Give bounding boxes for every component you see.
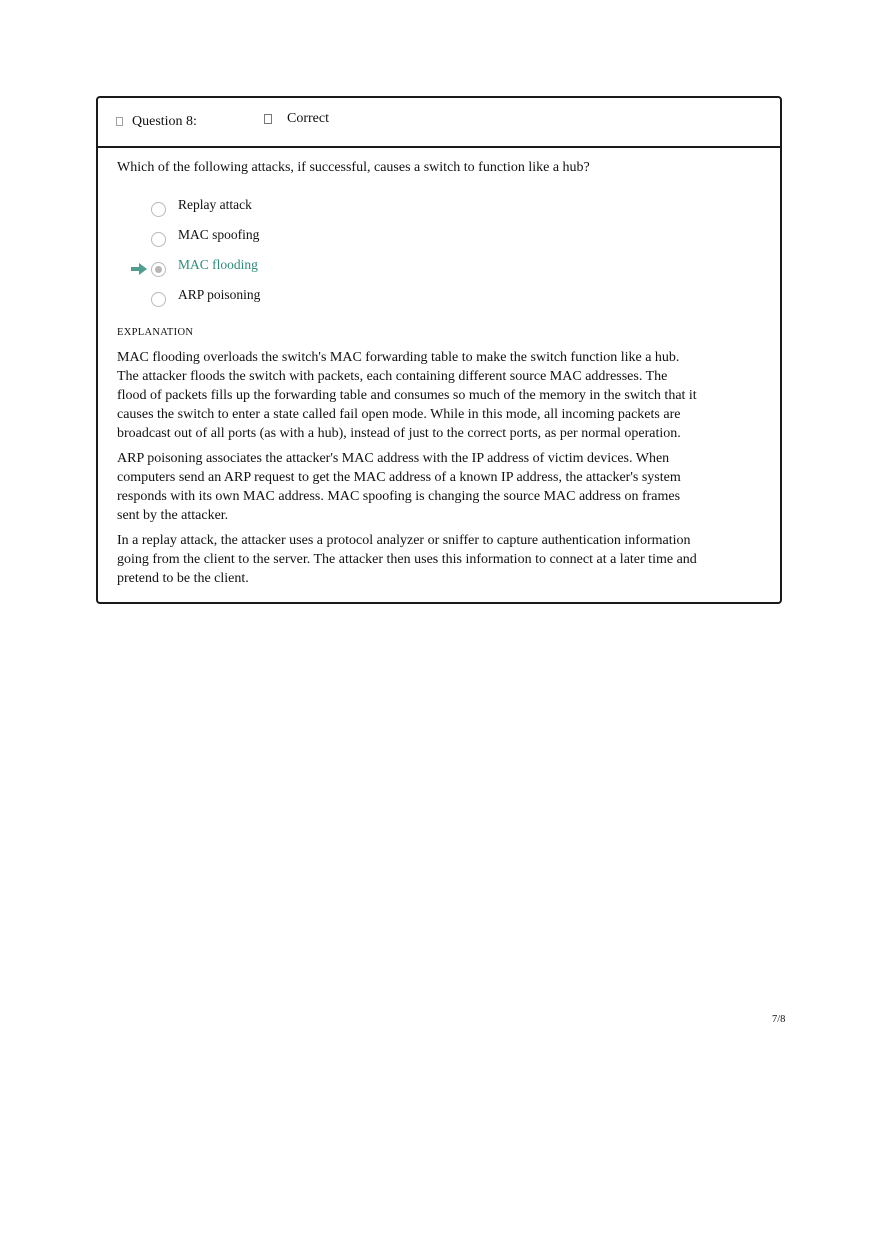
arrow-right-icon [131,263,147,275]
question-icon [116,117,123,126]
answer-option[interactable] [98,196,780,226]
status-icon [264,114,272,124]
answer-option-label: MAC flooding [178,257,258,272]
radio-button-selected[interactable] [151,262,166,277]
answer-option-correct[interactable] [98,256,780,286]
answer-options [98,196,780,316]
status-label: Correct [287,111,329,126]
radio-button[interactable] [151,232,166,247]
question-number: Question 8: [132,114,197,129]
explanation-heading: EXPLANATION [117,327,194,338]
explanation-paragraph: MAC flooding overloads the switch's MAC forwarding table to make the switch function like a hub. The attacker floods the switch with packets, each containing different source MAC addresses. The flood of packets fills up the forwarding table and consumes so much of the memory in the switch that it causes the switch to enter a state called fail open mode. While in this mode, all incoming packets are broadcast out of all ports (as with a hub), instead of just to the correct ports, as per normal operation. [117,350,697,441]
explanation-paragraph: In a replay attack, the attacker uses a protocol analyzer or sniffer to capture authentication information going from the client to the server. The attacker then uses this information to connect at a later time and pretend to be the client. [117,533,697,586]
question-card [96,96,782,604]
radio-button[interactable] [151,202,166,217]
page-number: 7/8 [772,1014,786,1025]
answer-option-label: MAC spoofing [178,227,260,242]
answer-option[interactable] [98,226,780,256]
answer-option-label: Replay attack [178,197,252,212]
explanation-paragraph: ARP poisoning associates the attacker's MAC address with the IP address of victim devices. When computers send an ARP request to get the MAC address of a known IP address, the attacker's system responds with its own MAC address. MAC spoofing is changing the source MAC address on frames sent by the attacker. [117,451,681,523]
answer-option[interactable] [98,286,780,316]
explanation-body [117,348,697,594]
question-text: Which of the following attacks, if successful, causes a switch to function like a hub? [117,160,590,175]
answer-option-label: ARP poisoning [178,287,261,302]
question-header [98,98,780,148]
radio-button[interactable] [151,292,166,307]
